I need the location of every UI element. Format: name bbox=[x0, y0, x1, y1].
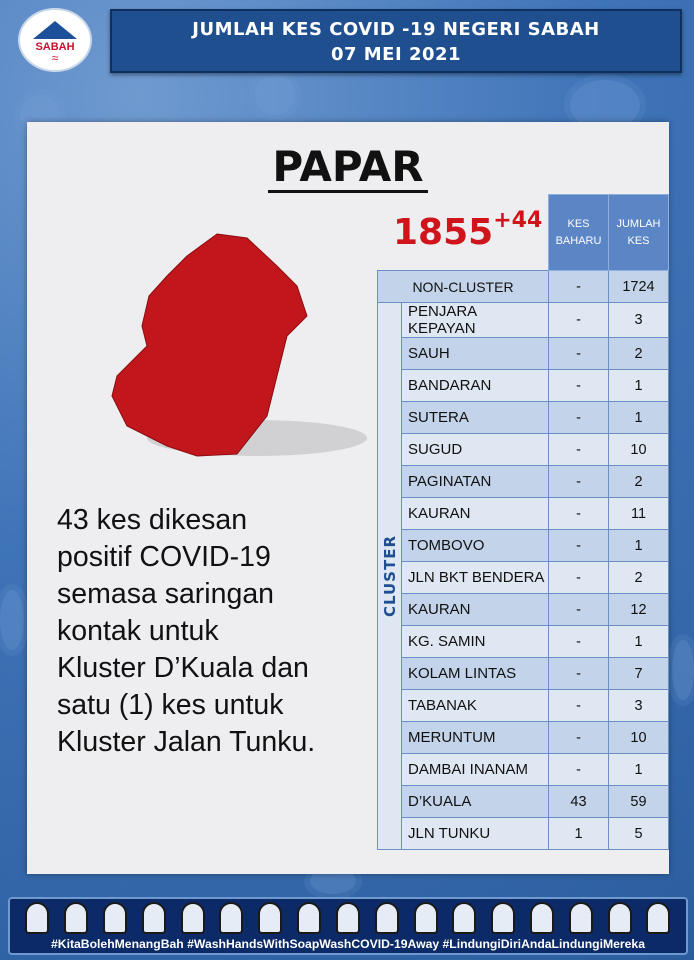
cell-total: 3 bbox=[609, 303, 669, 338]
description-line: positif COVID-19 bbox=[57, 541, 271, 573]
table-row-non-cluster bbox=[378, 271, 669, 303]
row-name: TABANAK bbox=[402, 690, 549, 722]
frontliner-icons bbox=[10, 902, 686, 934]
table-row bbox=[378, 434, 669, 466]
person-icon bbox=[25, 902, 49, 934]
table-row bbox=[378, 530, 669, 562]
row-name: PAGINATAN bbox=[402, 466, 549, 498]
person-icon bbox=[530, 902, 554, 934]
person-icon bbox=[491, 902, 515, 934]
cell-total: 59 bbox=[609, 786, 669, 818]
cell-total: 1 bbox=[609, 402, 669, 434]
mountain-icon bbox=[33, 21, 77, 39]
cell-total: 12 bbox=[609, 594, 669, 626]
person-icon bbox=[181, 902, 205, 934]
person-icon bbox=[608, 902, 632, 934]
person-icon bbox=[258, 902, 282, 934]
person-icon bbox=[569, 902, 593, 934]
description-line: 43 kes dikesan bbox=[57, 504, 248, 536]
cell-total: 1724 bbox=[609, 271, 669, 303]
person-icon bbox=[414, 902, 438, 934]
cell-new: 1 bbox=[549, 818, 609, 850]
person-icon bbox=[336, 902, 360, 934]
footer-banner bbox=[8, 897, 688, 955]
cell-new: - bbox=[549, 303, 609, 338]
title-date: 07 MEI 2021 bbox=[330, 44, 462, 65]
description-line: semasa saringan bbox=[57, 578, 275, 610]
cell-new: 43 bbox=[549, 786, 609, 818]
row-name: PENJARA KEPAYAN bbox=[402, 303, 549, 338]
cell-total: 10 bbox=[609, 434, 669, 466]
district-name: PAPAR bbox=[268, 144, 427, 193]
row-name: KAURAN bbox=[402, 498, 549, 530]
cell-total: 2 bbox=[609, 562, 669, 594]
total-increase: +44 bbox=[493, 208, 543, 233]
row-name: MERUNTUM bbox=[402, 722, 549, 754]
table-row bbox=[378, 786, 669, 818]
swoosh-icon: ≈ bbox=[51, 51, 59, 65]
table-row bbox=[378, 818, 669, 850]
table-row bbox=[378, 626, 669, 658]
table-row bbox=[378, 754, 669, 786]
cell-total: 1 bbox=[609, 754, 669, 786]
col-header-total: JUMLAH KES bbox=[609, 195, 669, 271]
total-count: 1855 bbox=[393, 212, 494, 253]
virus-decoration-icon bbox=[672, 640, 694, 700]
table-row bbox=[378, 658, 669, 690]
table-row bbox=[378, 498, 669, 530]
row-name: SUTERA bbox=[402, 402, 549, 434]
cell-total: 1 bbox=[609, 626, 669, 658]
row-name: KAURAN bbox=[402, 594, 549, 626]
row-name: SUGUD bbox=[402, 434, 549, 466]
row-name: SAUH bbox=[402, 338, 549, 370]
cell-new: - bbox=[549, 754, 609, 786]
cell-new: - bbox=[549, 498, 609, 530]
cell-new: - bbox=[549, 402, 609, 434]
description-line: kontak untuk bbox=[57, 615, 219, 647]
virus-decoration-icon bbox=[255, 75, 295, 115]
cell-new: - bbox=[549, 690, 609, 722]
hashtags: #KitaBolehMenangBah #WashHandsWithSoapWashCOVID-19Away #LindungiDiriAndaLindungiMereka bbox=[51, 937, 645, 951]
person-icon bbox=[452, 902, 476, 934]
person-icon bbox=[375, 902, 399, 934]
row-name: JLN TUNKU bbox=[402, 818, 549, 850]
table-row bbox=[378, 594, 669, 626]
person-icon bbox=[142, 902, 166, 934]
col-header-new: KES BAHARU bbox=[549, 195, 609, 271]
cluster-table bbox=[377, 194, 669, 850]
cell-new: - bbox=[549, 271, 609, 303]
virus-decoration-icon bbox=[0, 590, 24, 650]
table-row bbox=[378, 562, 669, 594]
row-name: DAMBAI INANAM bbox=[402, 754, 549, 786]
description-line: Kluster D’Kuala dan bbox=[57, 652, 309, 684]
cell-total: 2 bbox=[609, 338, 669, 370]
description-line: satu (1) kes untuk bbox=[57, 689, 284, 721]
title-banner bbox=[110, 9, 682, 73]
cell-total: 11 bbox=[609, 498, 669, 530]
person-icon bbox=[64, 902, 88, 934]
sabah-logo bbox=[18, 8, 92, 72]
cell-total: 5 bbox=[609, 818, 669, 850]
cell-total: 7 bbox=[609, 658, 669, 690]
table-row bbox=[378, 690, 669, 722]
cell-new: - bbox=[549, 370, 609, 402]
cell-new: - bbox=[549, 658, 609, 690]
content-panel bbox=[27, 122, 669, 874]
non-cluster-label: NON-CLUSTER bbox=[378, 271, 549, 303]
row-name: KG. SAMIN bbox=[402, 626, 549, 658]
title-line-1: JUMLAH KES COVID -19 NEGERI SABAH bbox=[192, 19, 600, 40]
row-name: TOMBOVO bbox=[402, 530, 549, 562]
person-icon bbox=[219, 902, 243, 934]
description-line: Kluster Jalan Tunku. bbox=[57, 726, 316, 758]
cell-total: 10 bbox=[609, 722, 669, 754]
cell-new: - bbox=[549, 530, 609, 562]
row-name: D’KUALA bbox=[402, 786, 549, 818]
table-row bbox=[378, 466, 669, 498]
cell-new: - bbox=[549, 466, 609, 498]
cell-total: 1 bbox=[609, 530, 669, 562]
district-title bbox=[27, 142, 669, 193]
cell-new: - bbox=[549, 434, 609, 466]
cell-new: - bbox=[549, 722, 609, 754]
table-row bbox=[378, 303, 669, 338]
cell-total: 1 bbox=[609, 370, 669, 402]
person-icon bbox=[297, 902, 321, 934]
logo-text: SABAH bbox=[35, 41, 75, 53]
cell-total: 2 bbox=[609, 466, 669, 498]
cell-new: - bbox=[549, 562, 609, 594]
person-icon bbox=[646, 902, 670, 934]
papar-map-icon bbox=[107, 226, 377, 466]
cell-total: 3 bbox=[609, 690, 669, 722]
table-row bbox=[378, 722, 669, 754]
person-icon bbox=[103, 902, 127, 934]
row-name: KOLAM LINTAS bbox=[402, 658, 549, 690]
cell-new: - bbox=[549, 594, 609, 626]
table-row bbox=[378, 370, 669, 402]
table-row bbox=[378, 402, 669, 434]
row-name: JLN BKT BENDERA bbox=[402, 562, 549, 594]
cell-new: - bbox=[549, 626, 609, 658]
row-name: BANDARAN bbox=[402, 370, 549, 402]
cluster-label: CLUSTER bbox=[378, 303, 402, 850]
table-row bbox=[378, 338, 669, 370]
cell-new: - bbox=[549, 338, 609, 370]
description-text bbox=[57, 502, 387, 761]
